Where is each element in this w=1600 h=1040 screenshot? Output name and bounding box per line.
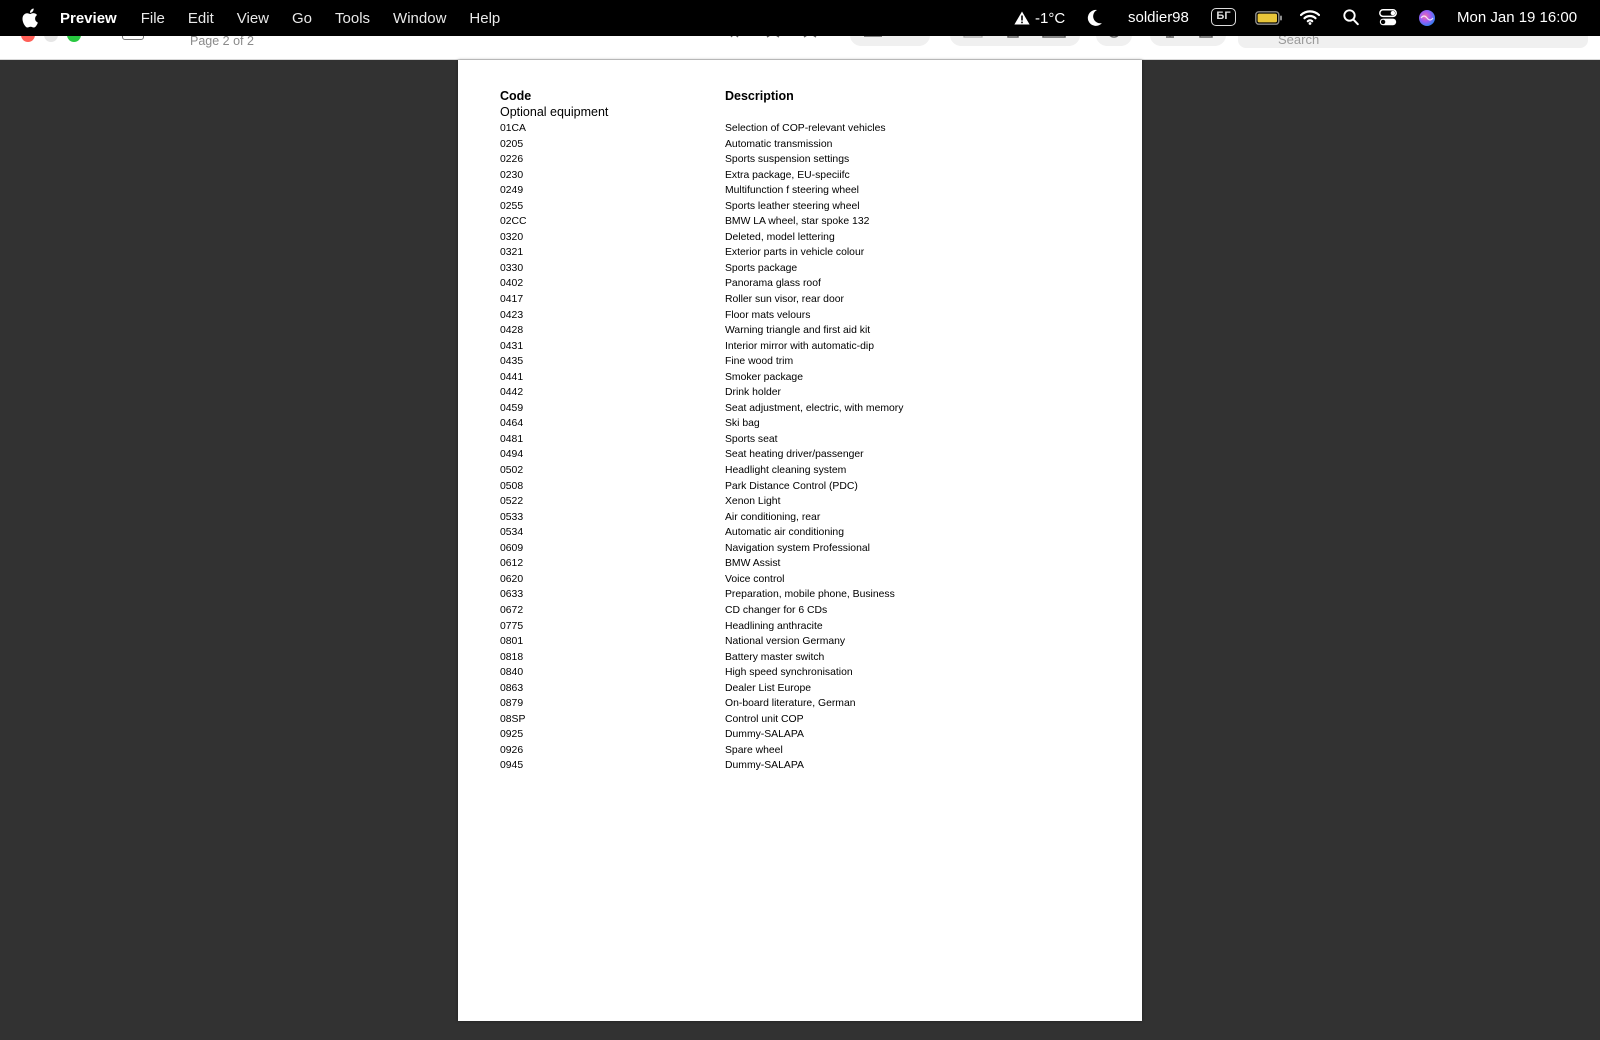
option-code: 0522	[500, 496, 524, 508]
close-window-button[interactable]	[21, 36, 35, 42]
option-code: 0442	[500, 387, 524, 399]
option-description: Floor mats velours	[725, 309, 811, 321]
user-name[interactable]: soldier98	[1128, 9, 1189, 26]
option-description: Sports suspension settings	[725, 154, 850, 166]
option-code: 0417	[500, 294, 524, 306]
pen-icon	[862, 36, 884, 42]
sidebar-toggle-icon[interactable]	[122, 36, 144, 40]
option-code: 0330	[500, 262, 524, 274]
option-code: 0428	[500, 325, 524, 337]
note-icon	[1042, 36, 1066, 42]
option-description: Control unit COP	[725, 713, 804, 725]
menu-window[interactable]: Window	[393, 9, 447, 27]
option-code: 08SP	[500, 713, 526, 725]
option-code: 0926	[500, 744, 524, 756]
option-description: Fine wood trim	[725, 356, 794, 368]
option-description: Xenon Light	[725, 496, 781, 508]
option-code: 0508	[500, 480, 524, 492]
option-code: 0502	[500, 465, 524, 477]
table-row	[500, 310, 1120, 326]
input-source-indicator[interactable]: БГ	[1211, 8, 1236, 26]
option-code: 0612	[500, 558, 524, 570]
table-row	[500, 139, 1120, 155]
option-description: Sports leather steering wheel	[725, 200, 860, 212]
zoom-window-button[interactable]	[67, 36, 81, 42]
table-row	[500, 683, 1120, 699]
option-code: 02CC	[500, 216, 527, 228]
menu-help[interactable]: Help	[469, 9, 501, 27]
table-row	[500, 621, 1120, 637]
option-code: 0945	[500, 760, 524, 772]
table-row	[500, 356, 1120, 372]
table-row	[500, 652, 1120, 668]
menu-file[interactable]: File	[140, 9, 165, 27]
option-description: Warning triangle and first aid kit	[725, 325, 871, 337]
option-code: 0633	[500, 589, 524, 601]
table-row	[500, 216, 1120, 232]
sign-icon	[1104, 36, 1124, 42]
table-row	[500, 449, 1120, 465]
option-description: Multifunction f steering wheel	[725, 185, 859, 197]
table-row	[500, 714, 1120, 730]
option-description: CD changer for 6 CDs	[725, 604, 828, 616]
option-code: 0249	[500, 185, 524, 197]
table-row	[500, 170, 1120, 186]
option-description: Battery master switch	[725, 651, 825, 663]
menubar-clock[interactable]: Mon Jan 19 16:00	[1457, 9, 1578, 26]
search-icon[interactable]	[1343, 9, 1359, 30]
option-description: Seat adjustment, electric, with memory	[725, 402, 904, 414]
table-row	[500, 605, 1120, 621]
column-header-code: Code	[500, 89, 532, 103]
table-row	[500, 589, 1120, 605]
option-description: BMW Assist	[725, 558, 781, 570]
table-row	[500, 247, 1120, 263]
table-row	[500, 185, 1120, 201]
weather-temperature: -1°C	[1035, 9, 1066, 27]
option-code: 0818	[500, 651, 524, 663]
option-description: National version Germany	[725, 636, 846, 648]
toolbar-search-input[interactable]	[1238, 36, 1588, 48]
option-code: 0423	[500, 309, 524, 321]
zoom-in-icon[interactable]	[800, 36, 820, 42]
table-row	[500, 325, 1120, 341]
weather-widget[interactable]	[1014, 0, 1065, 36]
table-row	[500, 543, 1120, 559]
table-row	[500, 465, 1120, 481]
table-row	[500, 760, 1120, 776]
text-icon	[962, 36, 984, 42]
option-description: Sports seat	[725, 433, 778, 445]
option-code: 0863	[500, 682, 524, 694]
table-row	[500, 201, 1120, 217]
table-row	[500, 387, 1120, 403]
table-row	[500, 745, 1120, 761]
option-description: Headlining anthracite	[725, 620, 823, 632]
option-code: 0609	[500, 542, 524, 554]
option-description: Park Distance Control (PDC)	[725, 480, 858, 492]
moon-icon[interactable]	[1087, 9, 1103, 31]
page-indicator: Page 2 of 2	[190, 36, 254, 48]
option-code: 0435	[500, 356, 524, 368]
menu-view[interactable]: View	[236, 9, 269, 27]
table-row	[500, 667, 1120, 683]
option-description: Roller sun visor, rear door	[725, 294, 844, 306]
table-row	[500, 294, 1120, 310]
table-row	[500, 574, 1120, 590]
option-description: Smoker package	[725, 371, 803, 383]
option-description: Sports package	[725, 262, 798, 274]
warning-icon	[1014, 11, 1030, 25]
option-description: High speed synchronisation	[725, 667, 853, 679]
apple-icon[interactable]	[21, 8, 40, 29]
shapes-icon	[1006, 36, 1020, 42]
section-title: Optional equipment	[500, 105, 609, 119]
option-code: 0230	[500, 169, 524, 181]
option-code: 0494	[500, 449, 524, 461]
table-row	[500, 481, 1120, 497]
option-code: 01CA	[500, 123, 526, 134]
option-description: Automatic air conditioning	[725, 527, 844, 539]
siri-icon[interactable]	[1418, 9, 1436, 31]
table-row	[500, 729, 1120, 745]
table-row	[500, 636, 1120, 652]
option-description: Headlight cleaning system	[725, 465, 847, 477]
option-code: 0925	[500, 729, 524, 741]
option-description: Extra package, EU-speciifc	[725, 169, 850, 181]
option-code: 0441	[500, 371, 524, 383]
option-code: 0801	[500, 636, 524, 648]
menu-bar	[0, 0, 1600, 36]
option-description: Navigation system Professional	[725, 542, 870, 554]
option-description: Air conditioning, rear	[725, 511, 821, 523]
option-code: 0320	[500, 231, 524, 243]
info-icon[interactable]	[726, 36, 746, 42]
option-description: Seat heating driver/passenger	[725, 449, 864, 461]
table-row	[500, 123, 1120, 139]
option-code: 0879	[500, 698, 524, 710]
option-description: Panorama glass roof	[725, 278, 821, 290]
option-description: Preparation, mobile phone, Business	[725, 589, 895, 601]
control-center-icon[interactable]	[1379, 9, 1397, 30]
table-row	[500, 372, 1120, 388]
option-description: BMW LA wheel, star spoke 132	[725, 216, 870, 228]
option-code: 0533	[500, 511, 524, 523]
window-toolbar	[0, 36, 1600, 60]
wifi-icon[interactable]	[1300, 9, 1320, 29]
minimize-window-button[interactable]	[44, 36, 58, 42]
table-row	[500, 527, 1120, 543]
table-row	[500, 403, 1120, 419]
table-row	[500, 418, 1120, 434]
option-description: Dummy-SALAPA	[725, 729, 804, 741]
option-code: 0481	[500, 433, 524, 445]
option-description: Selection of COP-relevant vehicles	[725, 123, 886, 134]
option-description: Automatic transmission	[725, 138, 833, 150]
option-description: Drink holder	[725, 387, 782, 399]
table-row	[500, 263, 1120, 279]
table-row	[500, 558, 1120, 574]
table-row	[500, 698, 1120, 714]
table-row	[500, 278, 1120, 294]
menu-app-name[interactable]: Preview	[60, 9, 117, 27]
share-icon	[1198, 36, 1214, 42]
toolbar-search-placeholder: Search	[1278, 36, 1320, 47]
option-code: 0534	[500, 527, 524, 539]
option-code: 0431	[500, 340, 524, 352]
battery-icon[interactable]	[1255, 11, 1283, 29]
option-description: Exterior parts in vehicle colour	[725, 247, 865, 259]
option-code: 0672	[500, 604, 524, 616]
table-row	[500, 496, 1120, 512]
table-row	[500, 341, 1120, 357]
option-code: 0226	[500, 154, 524, 166]
option-code: 0464	[500, 418, 524, 430]
table-row	[500, 512, 1120, 528]
menu-tools[interactable]: Tools	[335, 9, 371, 27]
option-code: 0402	[500, 278, 524, 290]
option-code: 0620	[500, 573, 524, 585]
equipment-list	[500, 123, 1120, 776]
menu-go[interactable]: Go	[292, 9, 313, 27]
option-description: Voice control	[725, 573, 785, 585]
option-description: On-board literature, German	[725, 698, 856, 710]
rotate-icon	[1162, 36, 1178, 42]
option-description: Dummy-SALAPA	[725, 760, 804, 772]
option-description: Ski bag	[725, 418, 760, 430]
option-code: 0205	[500, 138, 524, 150]
table-row	[500, 434, 1120, 450]
option-code: 0775	[500, 620, 524, 632]
option-code: 0459	[500, 402, 524, 414]
option-code: 0840	[500, 667, 524, 679]
option-code: 0321	[500, 247, 524, 259]
option-description: Dealer List Europe	[725, 682, 812, 694]
table-row	[500, 232, 1120, 248]
zoom-out-icon[interactable]	[763, 36, 783, 42]
option-description: Spare wheel	[725, 744, 783, 756]
option-description: Interior mirror with automatic-dip	[725, 340, 874, 352]
option-description: Deleted, model lettering	[725, 231, 835, 243]
menu-edit[interactable]: Edit	[187, 9, 214, 27]
column-header-description: Description	[725, 89, 794, 103]
document-page[interactable]	[458, 60, 1142, 1021]
option-code: 0255	[500, 200, 524, 212]
table-row	[500, 154, 1120, 170]
